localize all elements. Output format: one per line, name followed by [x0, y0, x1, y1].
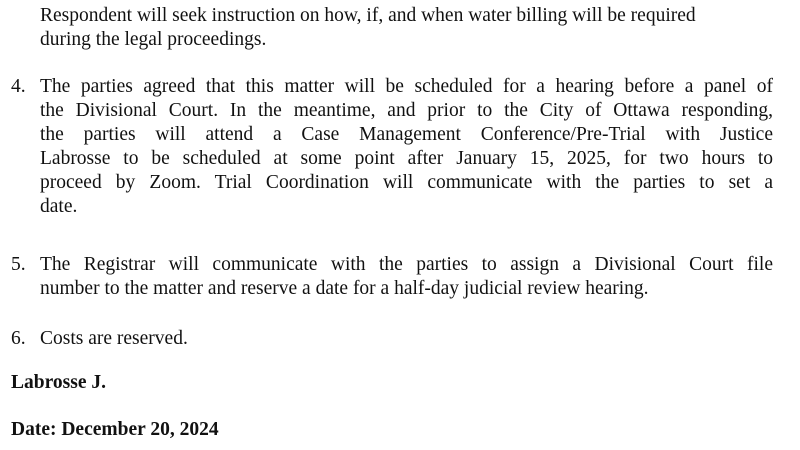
item-4-line-4: Labrosse to be scheduled at some point after January 15, 2025, for two hours to — [40, 148, 773, 169]
judge-signature: Labrosse J. — [11, 372, 106, 393]
item-4-number: 4. — [11, 76, 26, 97]
item-4-line-6: date. — [40, 196, 78, 217]
item-5-number: 5. — [11, 254, 26, 275]
item-6-number: 6. — [11, 328, 26, 349]
item-5-line-2: number to the matter and reserve a date for a half-day judicial review hearing. — [40, 278, 649, 299]
item-6-line-1: Costs are reserved. — [40, 328, 188, 349]
item-4-line-5: proceed by Zoom. Trial Coordination will communicate with the parties to set a — [40, 172, 773, 193]
item-4-line-2: the Divisional Court. In the meantime, and prior to the City of Ottawa responding, — [40, 100, 773, 121]
item-4-line-3: the parties will attend a Case Management Conference/Pre-Trial with Justice — [40, 124, 773, 145]
decision-date: Date: December 20, 2024 — [11, 419, 219, 440]
item-4-line-1: The parties agreed that this matter will be scheduled for a hearing before a panel of — [40, 76, 773, 97]
continuation-line-2: during the legal proceedings. — [40, 29, 267, 50]
continuation-line-1: Respondent will seek instruction on how, if, and when water billing will be required — [40, 5, 696, 26]
item-5-line-1: The Registrar will communicate with the parties to assign a Divisional Court file — [40, 254, 773, 275]
